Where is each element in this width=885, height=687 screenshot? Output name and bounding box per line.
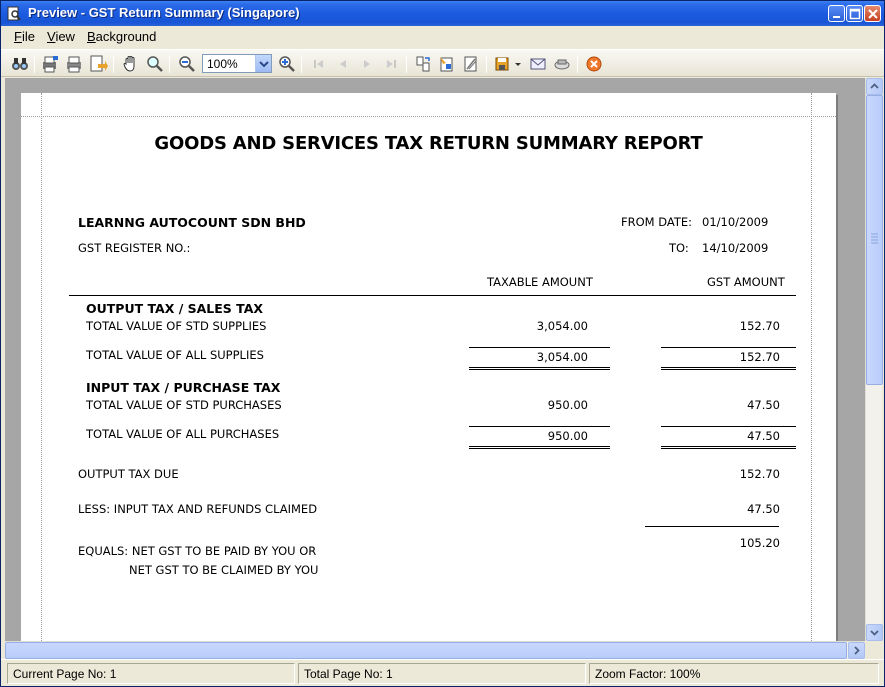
gst-register-label: GST REGISTER NO.: <box>78 241 191 255</box>
from-date-value: 01/10/2009 <box>702 215 769 229</box>
subtotal-rule <box>661 347 796 348</box>
chevron-down-icon <box>513 54 523 74</box>
subtotal-rule <box>469 347 610 348</box>
to-date-value: 14/10/2009 <box>702 241 769 255</box>
toolbar-separator <box>577 55 578 73</box>
scroll-down-button[interactable] <box>866 624 883 641</box>
toolbar-separator <box>486 55 487 73</box>
output-tax-due-value: 152.70 <box>739 467 780 481</box>
toolbar-separator <box>34 55 35 73</box>
send-icon <box>552 54 572 74</box>
print-icon <box>64 54 84 74</box>
input-tax-section: INPUT TAX / PURCHASE TAX <box>86 380 281 395</box>
status-bar <box>1 659 884 686</box>
find-button[interactable] <box>10 54 30 74</box>
close-icon <box>865 6 882 23</box>
chevron-down-icon <box>256 55 272 72</box>
std-purchases-taxable: 950.00 <box>547 398 588 412</box>
company-name: LEARNNG AUTOCOUNT SDN BHD <box>78 215 306 230</box>
toolbar <box>1 49 884 77</box>
all-supplies-gst: 152.70 <box>739 350 780 364</box>
vertical-scroll-thumb[interactable] <box>866 95 883 385</box>
margin-guide <box>41 93 42 641</box>
chevron-right-icon <box>849 643 864 658</box>
menu-file[interactable]: File <box>14 29 35 44</box>
all-supplies-label: TOTAL VALUE OF ALL SUPPLIES <box>86 348 264 362</box>
zoom-factor-panel: Zoom Factor: 100% <box>589 663 879 684</box>
output-tax-section: OUTPUT TAX / SALES TAX <box>86 301 264 316</box>
scroll-up-button[interactable] <box>866 78 883 95</box>
maximize-button[interactable] <box>846 5 863 22</box>
zoom-in-icon <box>277 54 297 74</box>
total-double-rule <box>661 446 796 449</box>
print-setup-icon <box>40 54 60 74</box>
menu-view[interactable]: View <box>47 29 75 44</box>
all-supplies-taxable: 3,054.00 <box>536 350 588 364</box>
page-layout-icon <box>413 54 433 74</box>
current-page-panel: Current Page No: 1 <box>7 663 295 684</box>
maximize-icon <box>847 6 864 23</box>
horizontal-scrollbar[interactable] <box>5 641 865 658</box>
hand-icon <box>121 54 141 74</box>
watermark-icon <box>437 54 457 74</box>
print-setup-button[interactable] <box>40 54 60 74</box>
all-purchases-taxable: 950.00 <box>547 429 588 443</box>
report-title: GOODS AND SERVICES TAX RETURN SUMMARY REPORT <box>154 133 703 154</box>
window-title: Preview - GST Return Summary (Singapore) <box>28 5 300 20</box>
to-date-label: TO: <box>669 241 689 255</box>
gst-amount-header: GST AMOUNT <box>707 275 785 289</box>
close-button[interactable] <box>864 5 881 22</box>
net-gst-label-2: NET GST TO BE CLAIMED BY YOU <box>129 563 319 577</box>
std-supplies-taxable: 3,054.00 <box>536 319 588 333</box>
magnifier-button[interactable] <box>145 54 165 74</box>
close-preview-button[interactable] <box>584 54 604 74</box>
from-date-label: FROM DATE: <box>621 215 693 229</box>
edit-icon <box>461 54 481 74</box>
total-double-rule <box>469 446 610 449</box>
report-page <box>21 93 836 641</box>
zoom-in-button[interactable] <box>277 54 297 74</box>
margin-guide <box>21 116 836 117</box>
zoom-select[interactable]: 100% <box>202 54 272 73</box>
print-button[interactable] <box>64 54 84 74</box>
page-layout-button[interactable] <box>413 54 433 74</box>
next-page-button[interactable] <box>357 54 377 74</box>
export-icon <box>88 54 108 74</box>
grip-icon <box>867 96 882 386</box>
subtotal-rule <box>661 426 796 427</box>
title-bar[interactable] <box>1 1 884 26</box>
email-icon <box>528 54 548 74</box>
binoculars-icon <box>10 54 30 74</box>
chevron-down-icon <box>867 625 882 640</box>
first-page-icon <box>309 54 329 74</box>
magnifier-icon <box>145 54 165 74</box>
edit-button[interactable] <box>461 54 481 74</box>
save-dropdown-button[interactable] <box>513 54 523 74</box>
watermark-button[interactable] <box>437 54 457 74</box>
net-gst-label-1: EQUALS: NET GST TO BE PAID BY YOU OR <box>78 544 317 558</box>
less-input-tax-label: LESS: INPUT TAX AND REFUNDS CLAIMED <box>78 502 318 516</box>
last-page-button[interactable] <box>381 54 401 74</box>
close-preview-icon <box>584 54 604 74</box>
email-button[interactable] <box>528 54 548 74</box>
all-purchases-label: TOTAL VALUE OF ALL PURCHASES <box>86 427 280 441</box>
zoom-out-icon <box>177 54 197 74</box>
report-viewport[interactable] <box>5 78 865 641</box>
toolbar-separator <box>406 55 407 73</box>
std-supplies-gst: 152.70 <box>739 319 780 333</box>
horizontal-scroll-thumb[interactable] <box>5 642 847 659</box>
total-page-panel: Total Page No: 1 <box>298 663 586 684</box>
previous-page-icon <box>333 54 353 74</box>
std-purchases-gst: 47.50 <box>747 398 780 412</box>
std-supplies-label: TOTAL VALUE OF STD SUPPLIES <box>86 319 267 333</box>
output-tax-due-label: OUTPUT TAX DUE <box>78 467 179 481</box>
last-page-icon <box>381 54 401 74</box>
net-gst-value: 105.20 <box>739 536 780 550</box>
scrollbar-corner <box>865 641 882 658</box>
vertical-scrollbar[interactable] <box>865 78 882 641</box>
total-double-rule <box>661 367 796 370</box>
zoom-dropdown-button[interactable] <box>255 55 271 72</box>
scroll-right-button[interactable] <box>848 642 865 659</box>
toolbar-separator <box>301 55 302 73</box>
save-icon <box>493 54 513 74</box>
export-button[interactable] <box>88 54 108 74</box>
send-button[interactable] <box>552 54 572 74</box>
first-page-button[interactable] <box>309 54 329 74</box>
taxable-amount-header: TAXABLE AMOUNT <box>487 275 593 289</box>
header-rule <box>69 295 796 296</box>
toolbar-separator <box>169 55 170 73</box>
total-double-rule <box>469 367 610 370</box>
minimize-icon <box>829 6 846 23</box>
toolbar-separator <box>113 55 114 73</box>
hand-tool-button[interactable] <box>121 54 141 74</box>
menu-background[interactable]: Background <box>87 29 157 44</box>
minimize-button[interactable] <box>828 5 845 22</box>
net-rule <box>645 526 779 527</box>
all-purchases-gst: 47.50 <box>747 429 780 443</box>
preview-app-icon <box>7 6 21 21</box>
std-purchases-label: TOTAL VALUE OF STD PURCHASES <box>86 398 282 412</box>
chevron-up-icon <box>867 79 882 94</box>
zoom-out-button[interactable] <box>177 54 197 74</box>
subtotal-rule <box>469 426 610 427</box>
menu-bar <box>1 26 884 48</box>
previous-page-button[interactable] <box>333 54 353 74</box>
less-input-tax-value: 47.50 <box>747 502 780 516</box>
save-button[interactable] <box>493 54 513 74</box>
margin-guide <box>811 93 812 641</box>
next-page-icon <box>357 54 377 74</box>
